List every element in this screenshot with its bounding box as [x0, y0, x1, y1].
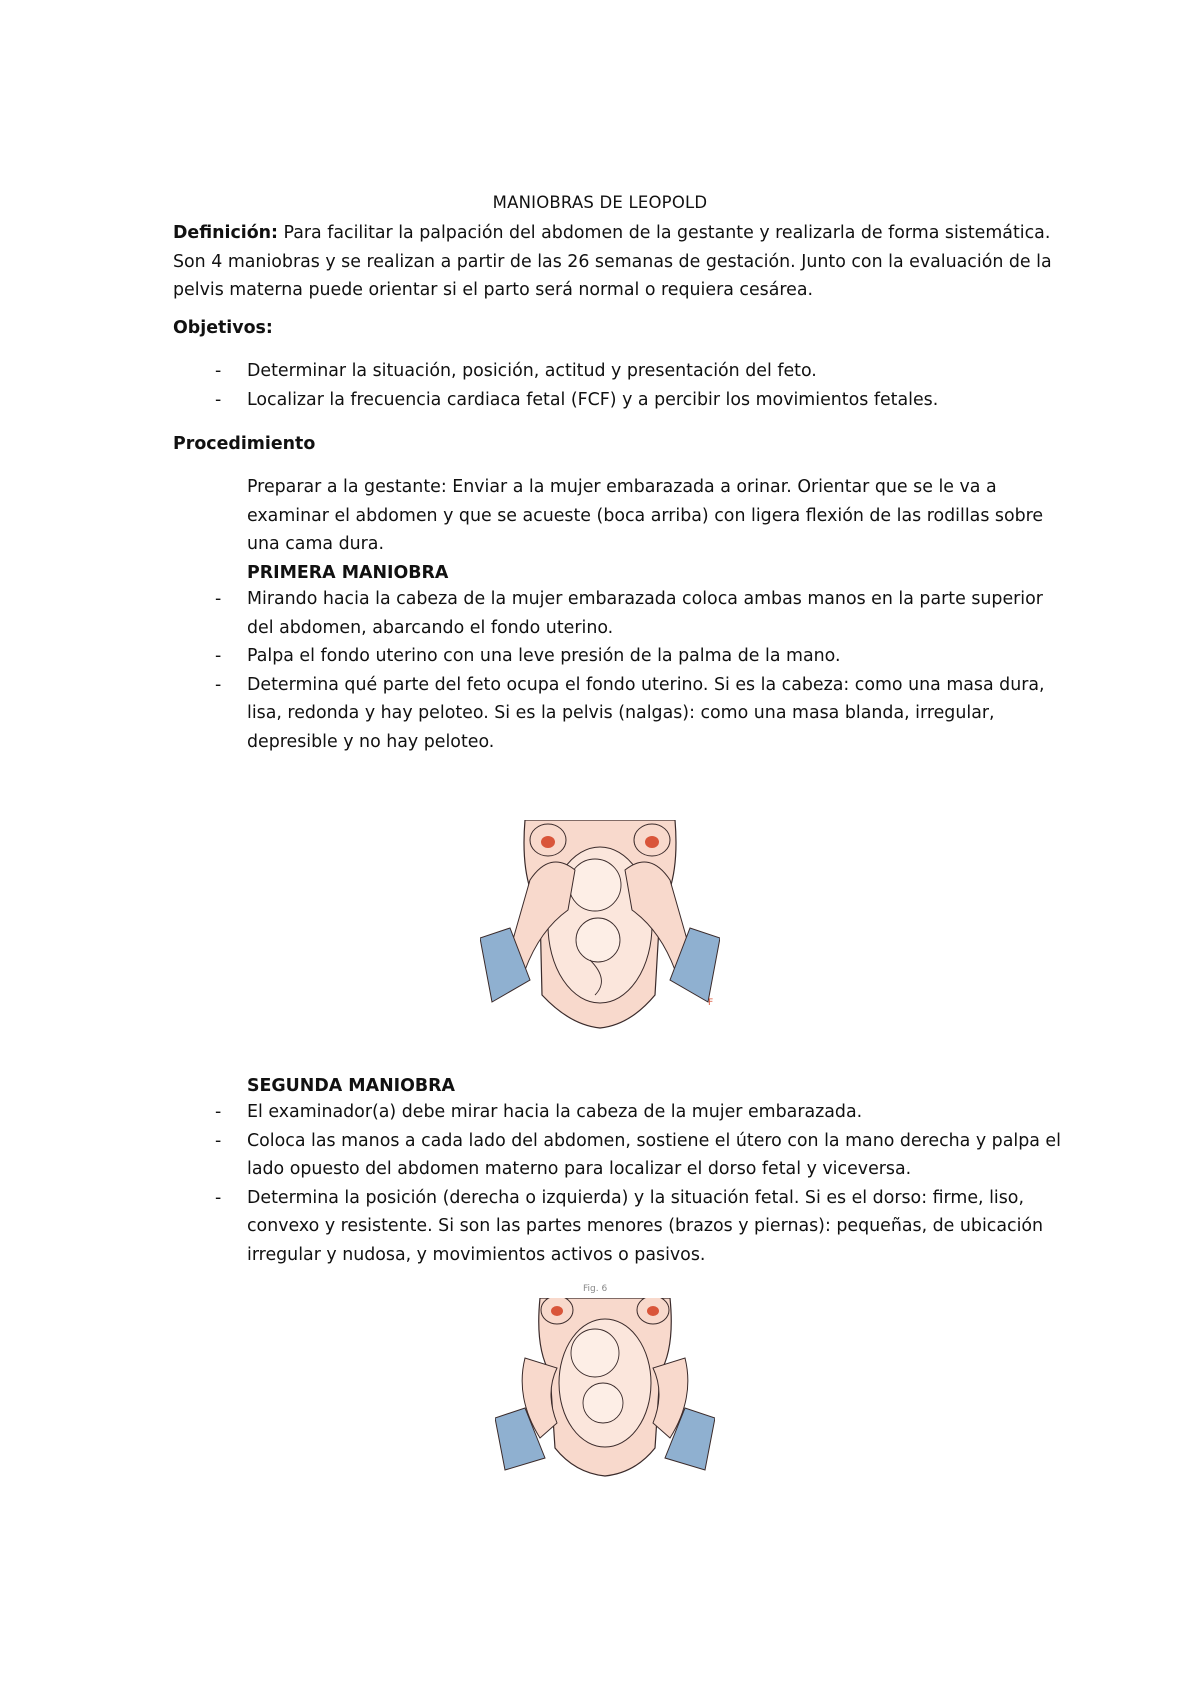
- list-item: - Determina la posición (derecha o izquierda) y la situación fetal. Si es el dorso: firme, liso, convexo y resistente. Si son las partes menores (brazos y piernas): pequeñas, de ubicación irregular y nudosa, y movimientos activos o pasivos.: [173, 1184, 1068, 1270]
- list-dash: -: [215, 361, 222, 381]
- first-maneuver-title: PRIMERA MANIOBRA: [247, 563, 449, 583]
- definition-label: Definición:: [173, 223, 279, 243]
- list-dash: -: [215, 589, 222, 609]
- second-maneuver-list: [173, 1098, 1068, 1269]
- page-title: MANIOBRAS DE LEOPOLD: [492, 193, 708, 212]
- list-dash: -: [215, 389, 222, 410]
- objectives-heading: Objetivos:: [173, 318, 273, 338]
- first-maneuver-list: [173, 585, 1068, 756]
- procedure-intro: Preparar a la gestante: Enviar a la mujer embarazada a orinar. Orientar que se le va a examinar el abdomen y que se acueste (boca arriba) con ligera flexión de las rodillas sobre una cama dura.: [247, 477, 1044, 554]
- list-dash: -: [215, 1187, 222, 1208]
- definition-paragraph: [173, 219, 1053, 305]
- list-dash: -: [215, 1130, 222, 1151]
- list-item: - Determina qué parte del feto ocupa el fondo uterino. Si es la cabeza: como una masa dura, lisa, redonda y hay peloteo. Si es la pelvis (nalgas): como una masa blanda, irregular, depresible y no hay peloteo.: [173, 671, 1068, 757]
- first-maneuver-illustration: [480, 820, 720, 1035]
- list-item: - Palpa el fondo uterino con una leve presión de la palma de la mano.: [173, 642, 1068, 671]
- list-dash: -: [215, 646, 222, 666]
- list-item: - El examinador(a) debe mirar hacia la cabeza de la mujer embarazada.: [173, 1098, 1068, 1127]
- list-dash: -: [215, 1102, 222, 1122]
- figure-mark: F: [708, 998, 714, 1008]
- second-maneuver-illustration: [495, 1298, 715, 1478]
- list-item: - Determinar la situación, posición, actitud y presentación del feto.: [173, 357, 1053, 386]
- figure-label: Fig. 6: [583, 1284, 608, 1294]
- list-item: - Mirando hacia la cabeza de la mujer embarazada coloca ambas manos en la parte superior del abdomen, abarcando el fondo uterino.: [173, 585, 1068, 642]
- list-item: - Localizar la frecuencia cardiaca fetal (FCF) y a percibir los movimientos fetales.: [173, 386, 1053, 415]
- procedure-heading: Procedimiento: [173, 434, 316, 454]
- objectives-list: [173, 357, 1053, 414]
- list-item: - Coloca las manos a cada lado del abdomen, sostiene el útero con la mano derecha y palpa el lado opuesto del abdomen materno para localizar el dorso fetal y viceversa.: [173, 1127, 1068, 1184]
- list-dash: -: [215, 674, 222, 695]
- definition-text: Para facilitar la palpación del abdomen de la gestante y realizarla de forma sistemática. Son 4 maniobras y se realizan a partir de las 26 semanas de gestación. Junto con la evaluación de la pelvis materna puede orientar si el parto será normal o requiera cesárea.: [173, 223, 1052, 300]
- second-maneuver-title: SEGUNDA MANIOBRA: [247, 1076, 455, 1096]
